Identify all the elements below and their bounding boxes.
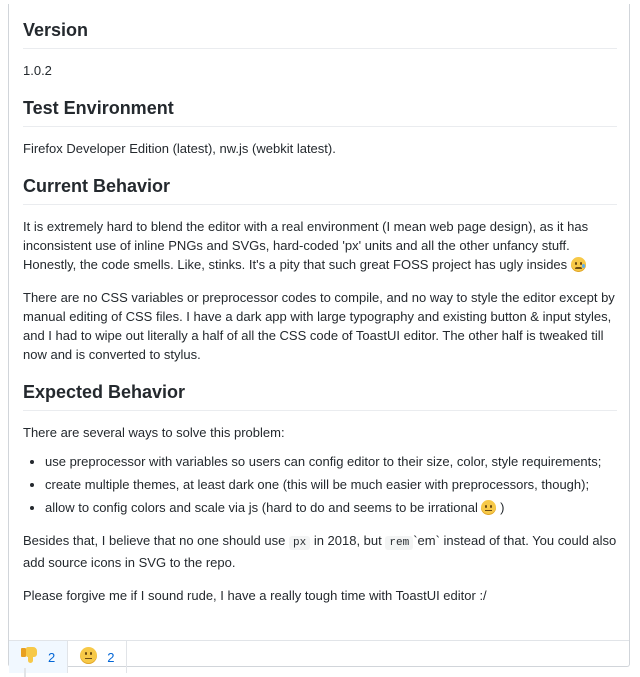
current-behavior-paragraph-1 — [23, 217, 617, 274]
comment-body — [23, 18, 617, 605]
heading-expected-behavior: Expected Behavior — [23, 380, 617, 411]
list-item: • create multiple themes, at least dark one (this will be much easier with preprocessors, though); — [45, 475, 617, 494]
thumbs-down-icon — [21, 647, 38, 667]
disappointed-relieved-emoji-icon — [571, 257, 586, 272]
code-px: px — [289, 536, 310, 550]
reaction-count: 2 — [48, 649, 56, 665]
code-rem: rem — [385, 536, 413, 550]
besides-post: `em` instead of that. You could also add source icons in SVG to the repo. — [23, 533, 617, 570]
list-item-suffix: ) — [500, 500, 505, 515]
reaction-confused-button[interactable] — [68, 641, 127, 673]
expected-behavior-list — [23, 452, 617, 517]
current-behavior-p1-text: It is extremely hard to blend the editor with a real environment (I mean web page design), as it has inconsistent use of inline PNGs and SVGs, hard-coded 'px' units and all the other unfancy stuff. Honestly, the code smells. Like, stinks. It's a pity that such great FOSS project has ugly insides — [23, 219, 589, 272]
list-item: • use preprocessor with variables so users can config editor to their size, color, style requirements; — [45, 452, 617, 471]
timeline-line — [24, 668, 26, 677]
current-behavior-paragraph-2: There are no CSS variables or preprocessor codes to compile, and no way to style the editor except by manual editing of CSS files. I have a dark app with large typography and existing button & input styles, and I had to wipe out literally a half of all the CSS code of ToastUI editor. The other half is tweaked till now and is converted to stylus. — [23, 290, 615, 362]
version-text: 1.0.2 — [23, 63, 52, 78]
expected-behavior-intro: There are several ways to solve this problem: — [23, 425, 285, 440]
reaction-count: 2 — [107, 649, 115, 665]
reaction-thumbs-down-button[interactable] — [9, 641, 68, 673]
comment-box — [8, 4, 630, 667]
besides-pre: Besides that, I believe that no one should use — [23, 533, 286, 548]
reactions-bar — [9, 640, 629, 673]
heading-version: Version — [23, 18, 617, 49]
test-environment-text: Firefox Developer Edition (latest), nw.js (webkit latest). — [23, 141, 336, 156]
besides-paragraph — [23, 531, 617, 572]
list-item-text: allow to config colors and scale via js (hard to do and seems to be irrational — [45, 500, 478, 515]
list-item — [45, 498, 617, 517]
closing-paragraph: Please forgive me if I sound rude, I have a really tough time with ToastUI editor :/ — [23, 588, 487, 603]
neutral-face-emoji-icon — [481, 500, 496, 515]
confused-face-icon — [80, 647, 97, 668]
besides-mid: in 2018, but — [313, 533, 382, 548]
heading-current-behavior: Current Behavior — [23, 174, 617, 205]
heading-test-environment: Test Environment — [23, 96, 617, 127]
